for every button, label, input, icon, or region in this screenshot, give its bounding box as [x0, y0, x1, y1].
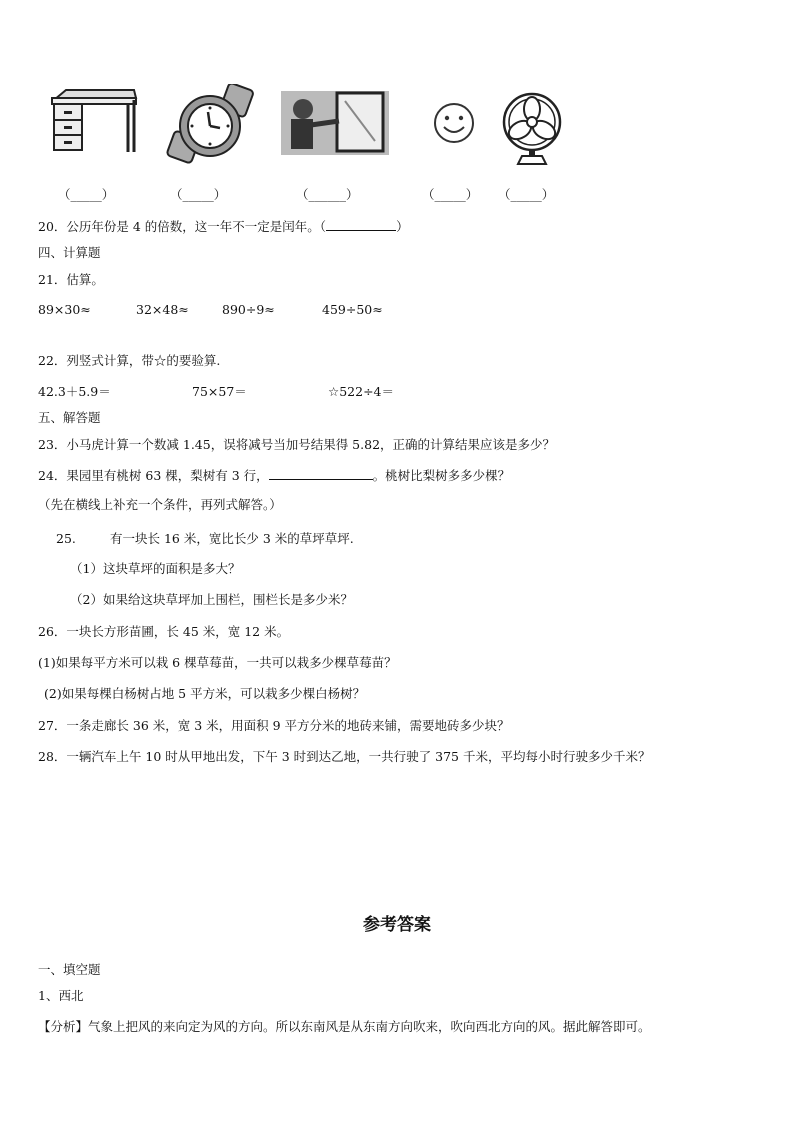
question-25-part-1: （1）这块草坪的面积是多大？ — [70, 561, 241, 576]
answer-blank-watch[interactable]: （_____） — [170, 187, 227, 202]
answer-blank-window[interactable]: （______） — [296, 187, 359, 202]
answer-blank-desk[interactable]: （_____） — [58, 187, 115, 202]
estimate-item: 89×30≈ — [38, 302, 91, 317]
question-23: 23．小马虎计算一个数减 1.45，误将减号当加号结果得 5.82，正确的计算结果应该是多少？ — [38, 437, 556, 452]
question-26-part-2: (2)如果每棵白杨树占地 5 平方米，可以栽多少棵白杨树？ — [44, 686, 366, 701]
answer-1: 1、西北 — [38, 988, 84, 1003]
question-26: 26．一块长方形苗圃，长 45 米，宽 12 米。 — [38, 624, 290, 639]
question-24-note: （先在横线上补充一个条件，再列式解答。） — [38, 497, 282, 512]
question-22-title: 22．列竖式计算，带☆的要验算. — [38, 353, 221, 368]
estimate-item: 459÷50≈ — [322, 302, 383, 317]
question-20 — [38, 218, 409, 235]
answers-heading: 参考答案 — [363, 915, 431, 935]
desk-icon — [48, 88, 140, 156]
question-26-part-1: (1)如果每平方米可以栽 6 棵草莓苗，一共可以栽多少棵草莓苗？ — [38, 655, 397, 670]
question-28: 28．一辆汽车上午 10 时从甲地出发，下午 3 时到达乙地，一共行驶了 375 千米，平均每小时行驶多少千米？ — [38, 749, 651, 764]
question-20-close: ） — [396, 219, 409, 234]
question-24 — [38, 467, 510, 484]
vertical-calc-item: 42.3＋5.9＝ — [38, 384, 111, 399]
section-1-heading: 一、填空题 — [38, 962, 101, 977]
estimate-item: 890÷9≈ — [222, 302, 275, 317]
fan-icon — [500, 92, 564, 166]
question-24-before: 24．果园里有桃树 63 棵，梨树有 3 行， — [38, 468, 269, 483]
smiley-icon — [432, 101, 476, 145]
question-25-part-2: （2）如果给这块草坪加上围栏，围栏长是多少米？ — [70, 592, 353, 607]
vertical-calc-item: 75×57＝ — [192, 384, 247, 399]
answer-1-analysis: 【分析】气象上把风的来向定为风的方向。所以东南风是从东南方向吹来，吹向西北方向的风。据此解答即可。 — [38, 1019, 651, 1034]
question-24-after: 。桃树比梨树多多少棵？ — [372, 468, 511, 483]
question-25-number: 25. — [56, 531, 76, 546]
question-25-text: 有一块长 16 米，宽比长少 3 米的草坪草坪. — [110, 531, 354, 546]
estimate-item: 32×48≈ — [136, 302, 189, 317]
question-20-text: 20．公历年份是 4 的倍数，这一年不一定是闰年。（ — [38, 219, 327, 234]
answer-blank-smiley[interactable]: （_____） — [422, 187, 479, 202]
question-20-blank[interactable] — [326, 218, 396, 231]
window-person-icon — [281, 91, 389, 155]
question-21-title: 21．估算。 — [38, 272, 104, 287]
section-5-heading: 五、解答题 — [38, 410, 101, 425]
question-27: 27．一条走廊长 36 米，宽 3 米，用面积 9 平方分米的地砖来铺，需要地砖多少块？ — [38, 718, 510, 733]
vertical-calc-item: ☆522÷4＝ — [328, 384, 394, 399]
question-24-blank[interactable] — [269, 467, 373, 480]
watch-icon — [164, 84, 258, 164]
answer-blank-fan[interactable]: （_____） — [498, 187, 555, 202]
section-4-heading: 四、计算题 — [38, 245, 101, 260]
